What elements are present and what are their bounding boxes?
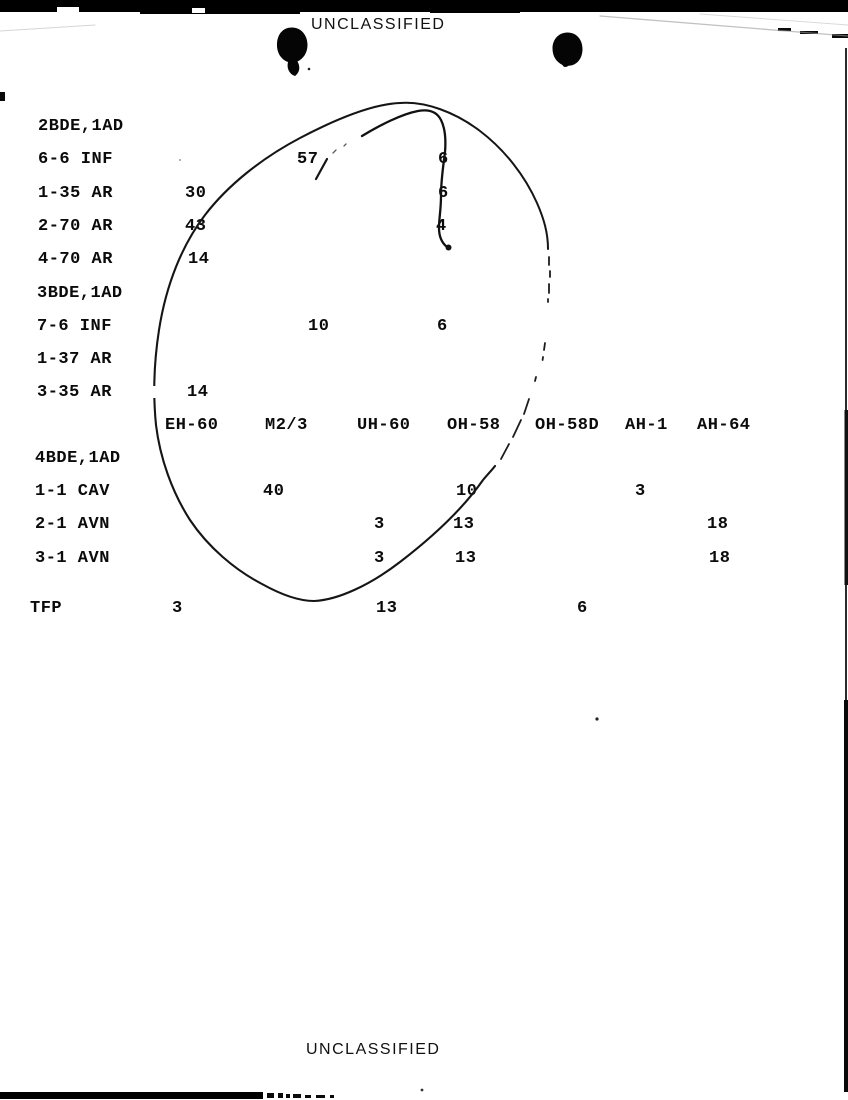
row-label: 6-6 INF bbox=[38, 150, 113, 169]
table-cell: 18 bbox=[709, 549, 731, 568]
column-header: AH-1 bbox=[625, 416, 668, 435]
table-cell: 3 bbox=[374, 515, 385, 534]
classification-header: UNCLASSIFIED bbox=[311, 16, 446, 33]
row-label: TFP bbox=[30, 599, 63, 618]
table-cell: 40 bbox=[263, 482, 285, 501]
table-cell: 13 bbox=[455, 549, 477, 568]
table-cell: 10 bbox=[308, 317, 330, 336]
row-label: 2BDE,1AD bbox=[38, 117, 124, 136]
column-header: M2/3 bbox=[265, 416, 308, 435]
table-cell: 6 bbox=[437, 317, 448, 336]
row-label: 4-70 AR bbox=[38, 250, 113, 269]
row-label: 1-35 AR bbox=[38, 184, 113, 203]
table-cell: 13 bbox=[453, 515, 475, 534]
table-cell: 14 bbox=[188, 250, 210, 269]
table-cell: 6 bbox=[438, 150, 449, 169]
table-cell: 14 bbox=[187, 383, 209, 402]
column-header: EH-60 bbox=[165, 416, 219, 435]
table-cell: 4 bbox=[436, 217, 447, 236]
column-header: OH-58D bbox=[535, 416, 600, 435]
column-header: UH-60 bbox=[357, 416, 411, 435]
table-cell: 10 bbox=[456, 482, 478, 501]
row-label: 3-1 AVN bbox=[35, 549, 110, 568]
row-label: 1-37 AR bbox=[37, 350, 112, 369]
table-cell: 18 bbox=[707, 515, 729, 534]
row-label: 3BDE,1AD bbox=[37, 284, 123, 303]
table-cell: 3 bbox=[172, 599, 183, 618]
row-label: 7-6 INF bbox=[37, 317, 112, 336]
table-cell: 6 bbox=[577, 599, 588, 618]
table-cell: 6 bbox=[438, 184, 449, 203]
table-cell: 13 bbox=[376, 599, 398, 618]
row-label: 1-1 CAV bbox=[35, 482, 110, 501]
row-label: 4BDE,1AD bbox=[35, 449, 121, 468]
column-header: AH-64 bbox=[697, 416, 751, 435]
table-cell: 43 bbox=[185, 217, 207, 236]
column-header: OH-58 bbox=[447, 416, 501, 435]
row-label: 2-1 AVN bbox=[35, 515, 110, 534]
row-label: 2-70 AR bbox=[38, 217, 113, 236]
row-label: 3-35 AR bbox=[37, 383, 112, 402]
table-cell: 3 bbox=[635, 482, 646, 501]
table-cell: 30 bbox=[185, 184, 207, 203]
table-cell: 57 bbox=[297, 150, 319, 169]
classification-footer: UNCLASSIFIED bbox=[306, 1041, 441, 1058]
table-cell: 3 bbox=[374, 549, 385, 568]
